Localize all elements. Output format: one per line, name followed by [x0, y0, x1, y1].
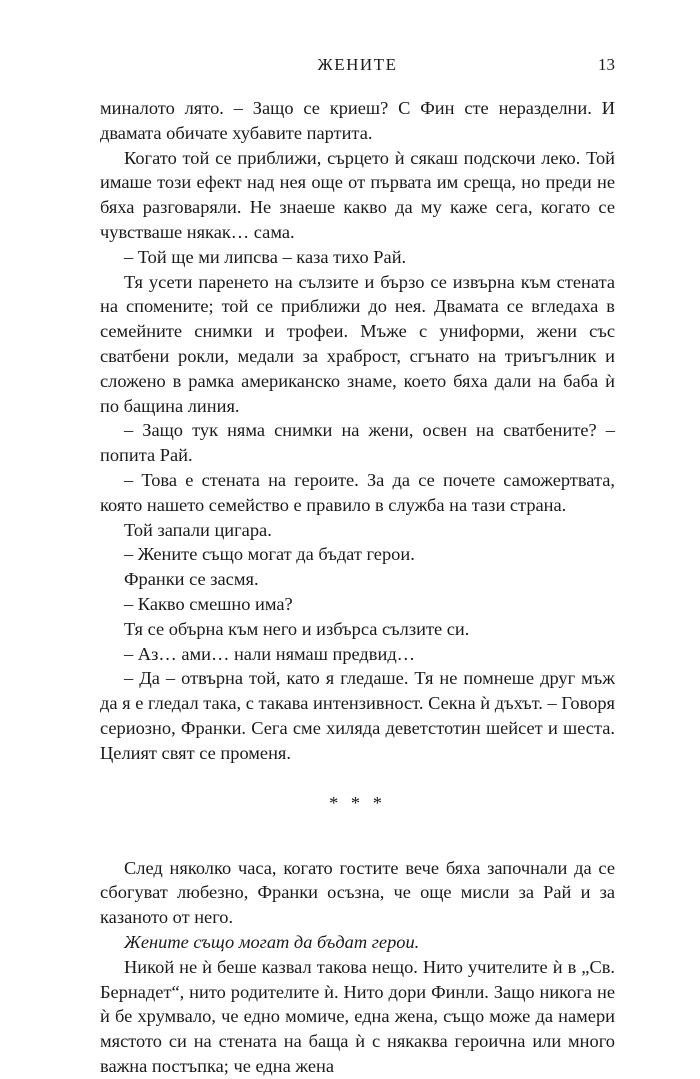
- italic-paragraph: Жените също могат да бъдат герои.: [124, 931, 420, 952]
- paragraph: – Той ще ми липсва – каза тихо Рай.: [124, 246, 407, 267]
- paragraph: миналото лято. – Защо се криеш? С Фин сте неразделни. И двамата обичате хубавите партита.: [100, 98, 615, 143]
- paragraph: – Да – отвърна той, като я гледаше. Тя не помнеше друг мъж да я е гледал така, с такава интензивност. Секна ѝ дъхът. – Говоря сериозно, Франки. Сега сме хиляда деветстотин шейсет и шеста. Целият свят се променя.: [100, 668, 615, 763]
- paragraph: Той запали цигара.: [124, 519, 272, 540]
- paragraph: Когато той се приближи, сърцето ѝ сякаш подскочи леко. Той имаше този ефект над нея още от първата им среща, но преди не бяха разговаряли. Не знаеше какво да му каже сега, когато се чувстваше някак… сама.: [100, 147, 615, 242]
- page-number: 13: [598, 55, 615, 74]
- scene-break: * * *: [329, 792, 386, 813]
- paragraph: – Това е стената на героите. За да се почете саможертвата, която нашето семейство е правило в служба на тази страна.: [100, 469, 615, 515]
- paragraph: Франки се засмя.: [124, 569, 259, 590]
- body-text: [100, 96, 615, 1079]
- paragraph: – Аз… ами… нали нямаш предвид…: [124, 643, 416, 664]
- paragraph: След няколко часа, когато гостите вече бяха започнали да се сбогуват любезно, Франки осъзна, че още мисли за Рай и за казаното от него.: [100, 857, 615, 928]
- running-title: ЖЕНИТЕ: [317, 55, 398, 74]
- running-header: [100, 55, 615, 81]
- paragraph: – Жените също могат да бъдат герои.: [124, 544, 415, 565]
- paragraph: Тя усети паренето на сълзите и бързо се извърна към стената на спомените; той се приближи до нея. Двамата се вгледаха в семейните снимки и трофеи. Мъже с униформи, жени със сватбени рокли, медали за храброст, сгънато на триъгълник и сложено в рамка американско знаме, което бяха дали на баба ѝ по бащина линия.: [100, 271, 615, 416]
- paragraph: Тя се обърна към него и избърса сълзите си.: [124, 618, 470, 639]
- paragraph: Никой не ѝ беше казвал такова нещо. Нито учителите ѝ в „Св. Бернадет“, нито родителите ѝ. Нито дори Финли. Защо никога не ѝ бе хрумвало, че едно момиче, една жена, също може да намери мястото си на стената на баща ѝ с някаква героична или много важна постъпка; че една жена: [100, 956, 615, 1076]
- paragraph: – Какво смешно има?: [124, 593, 293, 614]
- paragraph: – Защо тук няма снимки на жени, освен на сватбените? – попита Рай.: [100, 420, 615, 466]
